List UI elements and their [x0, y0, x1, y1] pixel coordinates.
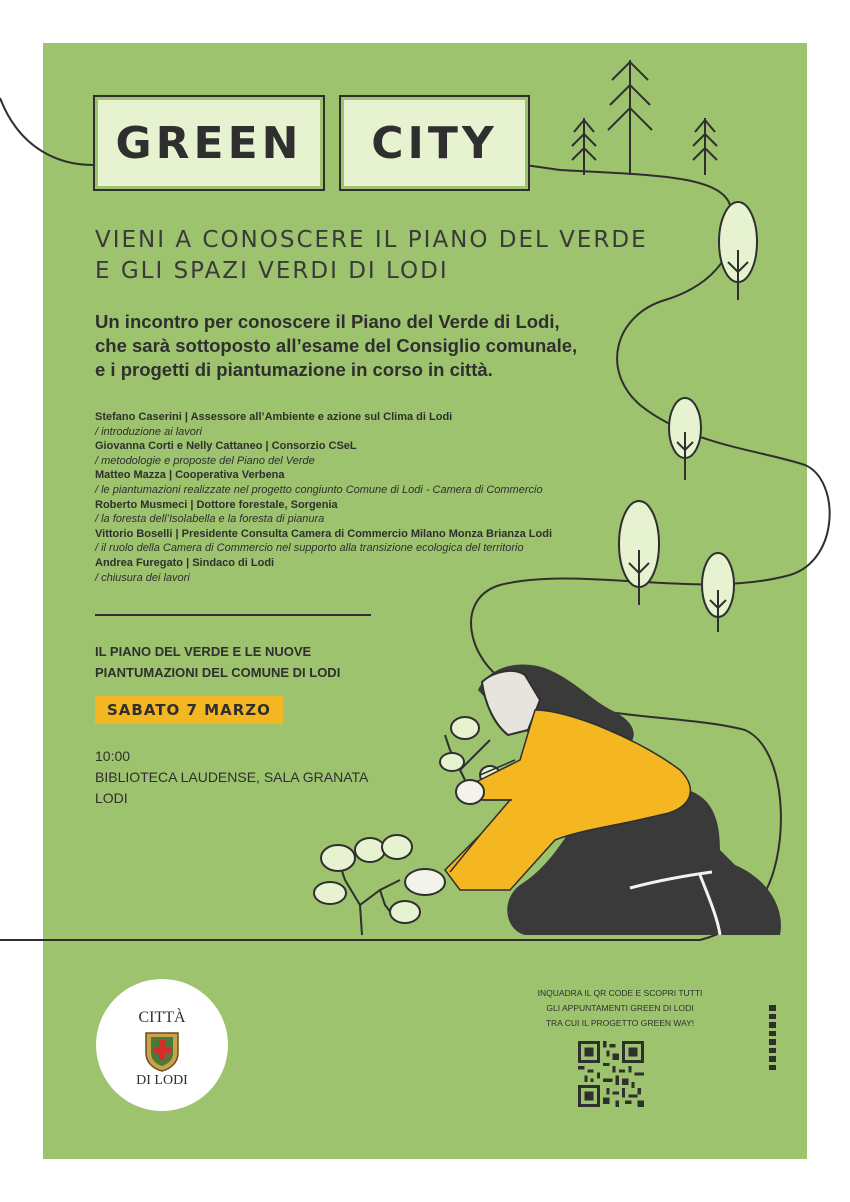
logo-line-2: DI LODI — [136, 1073, 188, 1088]
subtitle-line: E GLI SPAZI VERDI DI LODI — [95, 258, 449, 284]
divider — [95, 614, 371, 616]
lead-line: e i progetti di piantumazione in corso in città. — [95, 359, 493, 380]
speaker-name: Matteo Mazza | Cooperativa Verbena — [95, 469, 285, 482]
speaker-topic: / il ruolo della Camera di Commercio nel supporto alla transizione ecologica del territorio — [95, 542, 524, 555]
lead-paragraph — [95, 310, 577, 382]
subtitle-line: VIENI A CONOSCERE IL PIANO DEL VERDE — [95, 227, 648, 253]
qr-text-line: TRA CUI IL PROGETTO GREEN WAY! — [545, 1018, 695, 1028]
subtitle — [95, 225, 648, 287]
speaker-name: Andrea Furegato | Sindaco di Lodi — [95, 556, 275, 569]
qr-text-line: INQUADRA IL QR CODE E SCOPRI TUTTI — [537, 988, 703, 998]
title-box-city — [341, 97, 528, 189]
event-title-line: IL PIANO DEL VERDE E LE NUOVE — [95, 644, 312, 659]
logo-line-1: CITTÀ — [138, 1009, 186, 1026]
qr-code-icon[interactable] — [578, 1041, 644, 1107]
speaker-name: Giovanna Corti e Nelly Cattaneo | Consorzio CSeL — [95, 440, 357, 453]
event-info — [95, 746, 368, 809]
speaker-topic: / metodologie e proposte del Piano del Verde — [95, 454, 315, 467]
city-crest-icon — [142, 1029, 182, 1073]
title-city: CITY — [371, 117, 498, 169]
event-title-line: PIANTUMAZIONI DEL COMUNE DI LODI — [95, 665, 341, 680]
qr-instructions — [520, 986, 720, 1031]
qr-text-line: GLI APPUNTAMENTI GREEN DI LODI — [546, 1003, 694, 1013]
speaker-topic: / chiusura dei lavori — [95, 571, 190, 584]
event-title — [95, 641, 340, 683]
lead-line: Un incontro per conoscere il Piano del Verde di Lodi, — [95, 311, 560, 332]
event-venue: BIBLIOTECA LAUDENSE, SALA GRANATA — [95, 769, 369, 785]
speaker-name: Roberto Musmeci | Dottore forestale, Sorgenia — [95, 498, 338, 511]
speakers-list — [95, 410, 552, 585]
speaker-topic: / introduzione ai lavori — [95, 425, 203, 438]
lead-line: che sarà sottoposto all’esame del Consiglio comunale, — [95, 335, 578, 356]
title-box-green — [95, 97, 323, 189]
speaker-topic: / le piantumazioni realizzate nel progetto congiunto Comune di Lodi - Camera di Commercio — [95, 483, 543, 496]
speaker-name: Vittorio Boselli | Presidente Consulta Camera di Commercio Milano Monza Brianza Lodi — [95, 527, 553, 540]
date-badge: SABATO 7 MARZO — [95, 696, 283, 724]
vertical-code-strip — [769, 1005, 776, 1075]
speaker-name: Stefano Caserini | Assessore all’Ambiente e azione sul Clima di Lodi — [95, 411, 453, 423]
event-time: 10:00 — [95, 748, 131, 764]
title-green: GREEN — [115, 117, 303, 169]
event-city: LODI — [95, 790, 128, 806]
speaker-topic: / la foresta dell’Isolabella e la foresta di pianura — [95, 513, 325, 526]
city-logo — [96, 979, 228, 1111]
